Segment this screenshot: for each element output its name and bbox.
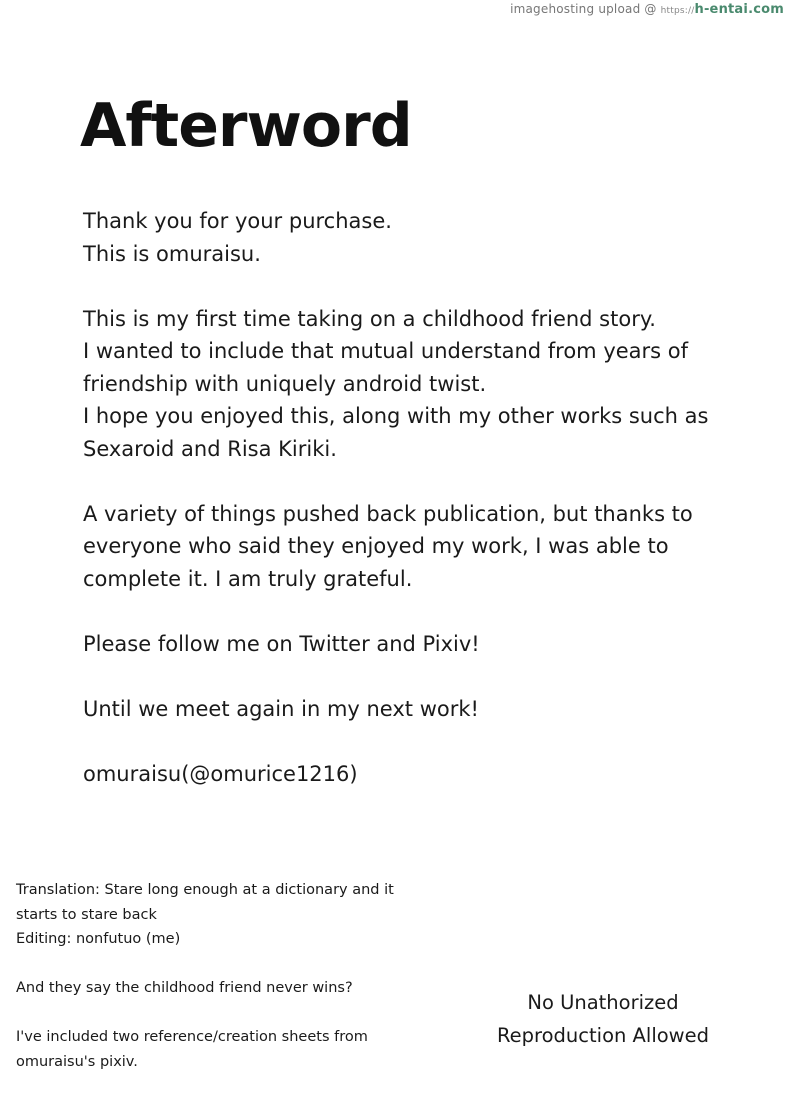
text-line: I wanted to include that mutual understand from years of bbox=[83, 339, 689, 363]
text-line: A variety of things pushed back publication, but thanks to bbox=[83, 501, 693, 526]
credits-note bbox=[16, 976, 446, 1001]
watermark bbox=[510, 2, 784, 17]
watermark-label: imagehosting upload @ bbox=[510, 2, 661, 16]
text-line: Sexaroid and Risa Kiriki. bbox=[83, 436, 337, 461]
text-line: omuraisu's pixiv. bbox=[16, 1053, 138, 1070]
text-line: This is my first time taking on a childhood friend story. bbox=[83, 306, 656, 331]
text-line: starts to stare back bbox=[16, 906, 157, 923]
text-line: Editing: nonfutuo (me) bbox=[16, 931, 181, 947]
text-line: This is omuraisu. bbox=[83, 241, 261, 266]
watermark-protocol: https:// bbox=[660, 6, 695, 16]
paragraph-greeting bbox=[83, 205, 743, 270]
text-line: Reproduction Allowed bbox=[496, 1024, 709, 1047]
afterword-body bbox=[83, 205, 743, 823]
paragraph-thanks bbox=[83, 498, 743, 596]
watermark-domain: h-entai.com bbox=[694, 2, 784, 17]
text-line: No Unathorized bbox=[527, 991, 679, 1014]
text-line: everyone who said they enjoyed my work, I was able to bbox=[83, 534, 669, 558]
paragraph-farewell bbox=[83, 693, 743, 726]
paragraph-signature bbox=[83, 758, 743, 791]
paragraph-follow bbox=[83, 628, 743, 661]
text-line: And they say the childhood friend never wins? bbox=[16, 980, 353, 996]
text-line: Thank you for your purchase. bbox=[83, 209, 392, 233]
text-line: complete it. I am truly grateful. bbox=[83, 566, 413, 591]
text-line: I hope you enjoyed this, along with my other works such as bbox=[83, 404, 709, 428]
text-line: Translation: Stare long enough at a dictionary and it bbox=[16, 882, 394, 898]
text-line: Until we meet again in my next work! bbox=[83, 696, 479, 721]
translator-credits bbox=[16, 878, 446, 1099]
text-line: friendship with uniquely android twist. bbox=[83, 371, 487, 396]
text-line: I've included two reference/creation sheets from bbox=[16, 1029, 368, 1045]
paragraph-story bbox=[83, 303, 743, 466]
page-title: Afterword bbox=[80, 91, 412, 161]
reproduction-notice bbox=[478, 986, 728, 1052]
author-signature: omuraisu(@omurice1216) bbox=[83, 761, 358, 786]
credits-block bbox=[16, 878, 446, 952]
text-line: Please follow me on Twitter and Pixiv! bbox=[83, 631, 480, 656]
credits-extra bbox=[16, 1025, 446, 1074]
